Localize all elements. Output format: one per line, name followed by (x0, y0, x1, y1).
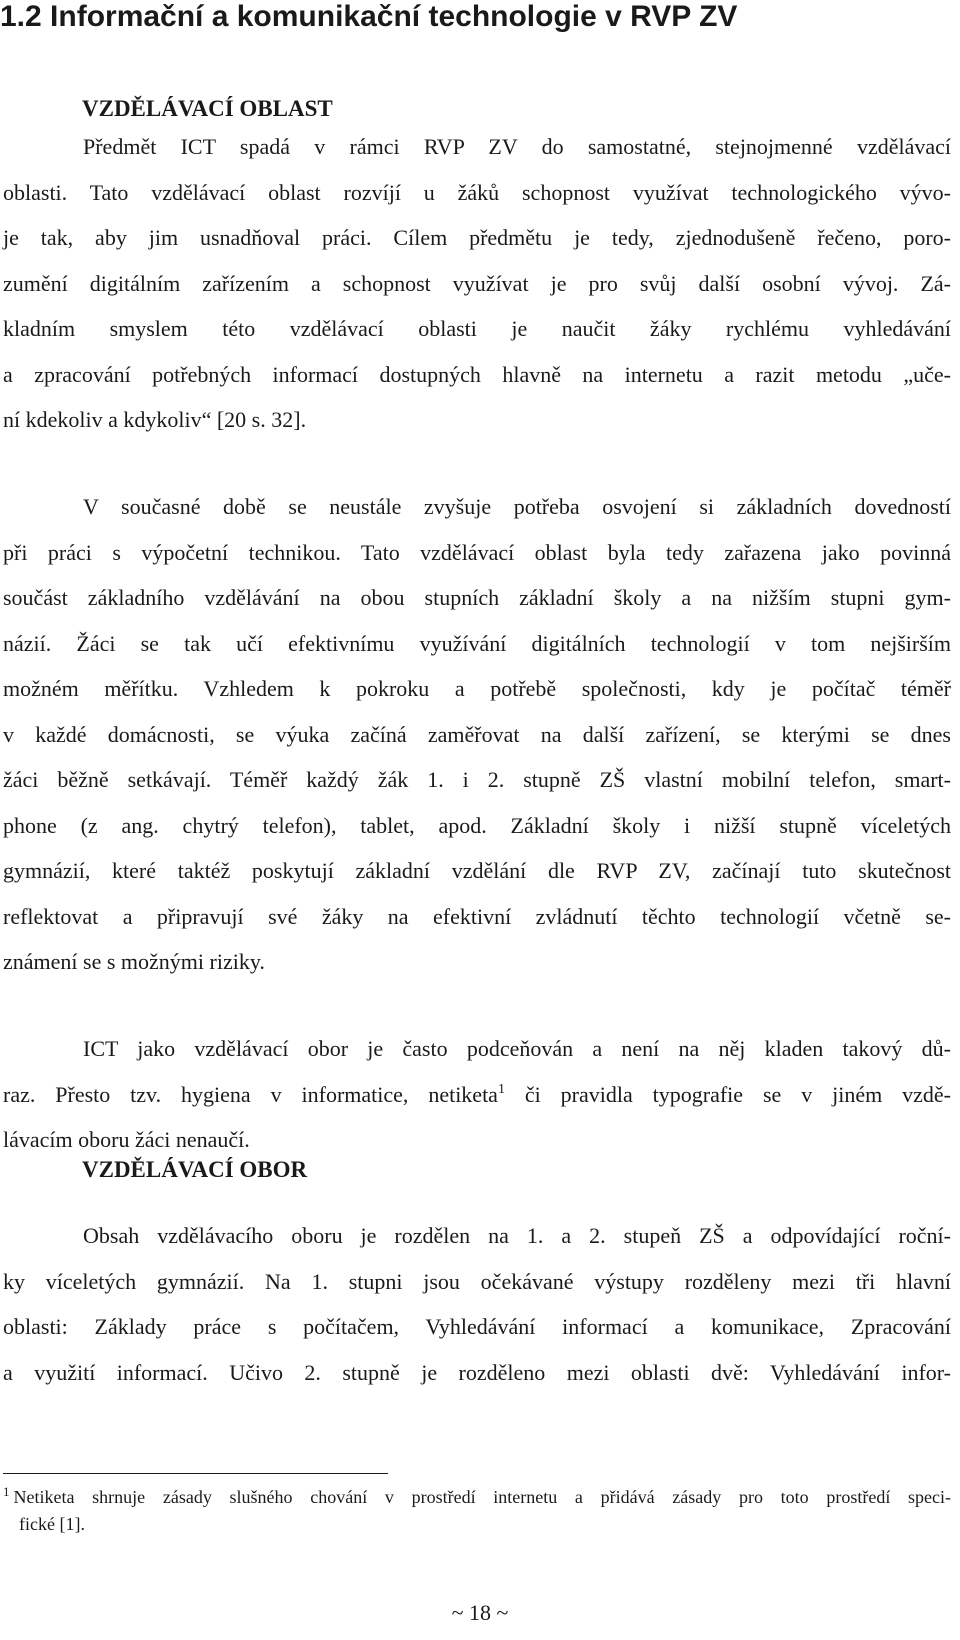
paragraph-line: ní kdekoliv a kdykoliv“ [20 s. 32]. (3, 407, 307, 432)
paragraph-line: názií. Žáci se tak učí efektivnímu využívání digitálních technologií v tom nejširším (3, 630, 951, 656)
footnote (3, 1484, 951, 1538)
paragraph-line: je tak, aby jim usnadňoval práci. Cílem předmětu je tedy, zjednodušeně řečeno, poro- (3, 225, 951, 250)
paragraph-line: Předmět ICT spadá v rámci RVP ZV do samostatné, stejnojmenné vzdělávací (83, 134, 951, 159)
footnote-separator (3, 1473, 388, 1474)
paragraph-3 (3, 1026, 951, 1163)
paragraph-line: oblasti. Tato vzdělávací oblast rozvíjí u žáků schopnost využívat technologického vývo- (3, 179, 951, 205)
paragraph-line: známení se s možnými riziky. (3, 949, 265, 974)
footnote-line (3, 1484, 951, 1511)
line-text: či pravidla typografie se v jiném vzdě- (504, 1081, 951, 1107)
paragraph-line: a zpracování potřebných informací dostupných hlavně na internetu a razit metodu „uče- (3, 361, 951, 387)
paragraph-1 (3, 124, 951, 443)
paragraph-line: součást základního vzdělávání na obou stupních základní školy a na nižším stupni gym- (3, 585, 951, 610)
paragraph-line: gymnázií, které taktéž poskytují základní vzdělání dle RVP ZV, začínají tuto skutečnost (3, 858, 951, 883)
paragraph-line: lávacím oboru žáci nenaučí. (3, 1127, 250, 1152)
footnote-text: Netiketa shrnuje zásady slušného chování v prostředí internetu a přidává zásady pro toto prostředí speci- (13, 1487, 951, 1507)
page-number: ~ 18 ~ (451, 1600, 509, 1625)
subsection-title-vzdelavaci-obor: VZDĚLÁVACÍ OBOR (82, 1157, 308, 1182)
subsection-title-vzdelavaci-oblast: VZDĚLÁVACÍ OBLAST (82, 96, 333, 121)
paragraph-line: při práci s výpočetní technikou. Tato vzdělávací oblast byla tedy zařazena jako povinná (3, 539, 951, 565)
paragraph-line: reflektovat a připravují své žáky na efektivní zvládnutí těchto technologií včetně se- (3, 903, 951, 929)
paragraph-line: V současné době se neustále zvyšuje potřeba osvojení si základních dovedností (83, 494, 951, 519)
paragraph-line: phone (z ang. chytrý telefon), tablet, apod. Základní školy i nižší stupně víceletých (3, 812, 951, 838)
paragraph-line-with-footnote-ref (3, 1072, 951, 1118)
paragraph-line: kladním smyslem této vzdělávací oblasti je naučit žáky rychlému vyhledávání (3, 316, 951, 341)
line-text: raz. Přesto tzv. hygiena v informatice, netiketa (3, 1081, 498, 1107)
paragraph-line: ICT jako vzdělávací obor je často podceňován a není na něj kladen takový dů- (83, 1036, 951, 1061)
paragraph-line: Obsah vzdělávacího oboru je rozdělen na 1. a 2. stupeň ZŠ a odpovídající roční- (83, 1223, 951, 1248)
paragraph-line: a využití informací. Učivo 2. stupně je rozděleno mezi oblasti dvě: Vyhledávání infor- (3, 1359, 951, 1385)
paragraph-2 (3, 484, 951, 985)
paragraph-line: oblasti: Základy práce s počítačem, Vyhledávání informací a komunikace, Zpracování (3, 1314, 951, 1339)
paragraph-line: ky víceletých gymnázií. Na 1. stupni jsou očekávané výstupy rozděleny mezi tři hlavní (3, 1268, 951, 1294)
paragraph-line: v každé domácnosti, se výuka začíná zaměřovat na další zařízení, se kterými se dnes (3, 721, 951, 747)
paragraph-line: možném měřítku. Vzhledem k pokroku a potřebě společnosti, kdy je počítač téměř (3, 676, 951, 701)
section-heading: 1.2 Informační a komunikační technologie v RVP ZV (0, 0, 738, 33)
paragraph-4 (3, 1213, 951, 1395)
footnote-mark: 1 (3, 1484, 10, 1499)
footnote-line: fické [1]. (19, 1514, 85, 1534)
paragraph-line: žáci běžně setkávají. Téměř každý žák 1. i 2. stupně ZŠ vlastní mobilní telefon, smart- (3, 767, 951, 792)
paragraph-line: zumění digitálním zařízením a schopnost využívat je pro svůj další osobní vývoj. Zá- (3, 270, 951, 296)
footnote-reference[interactable]: 1 (497, 1081, 505, 1097)
